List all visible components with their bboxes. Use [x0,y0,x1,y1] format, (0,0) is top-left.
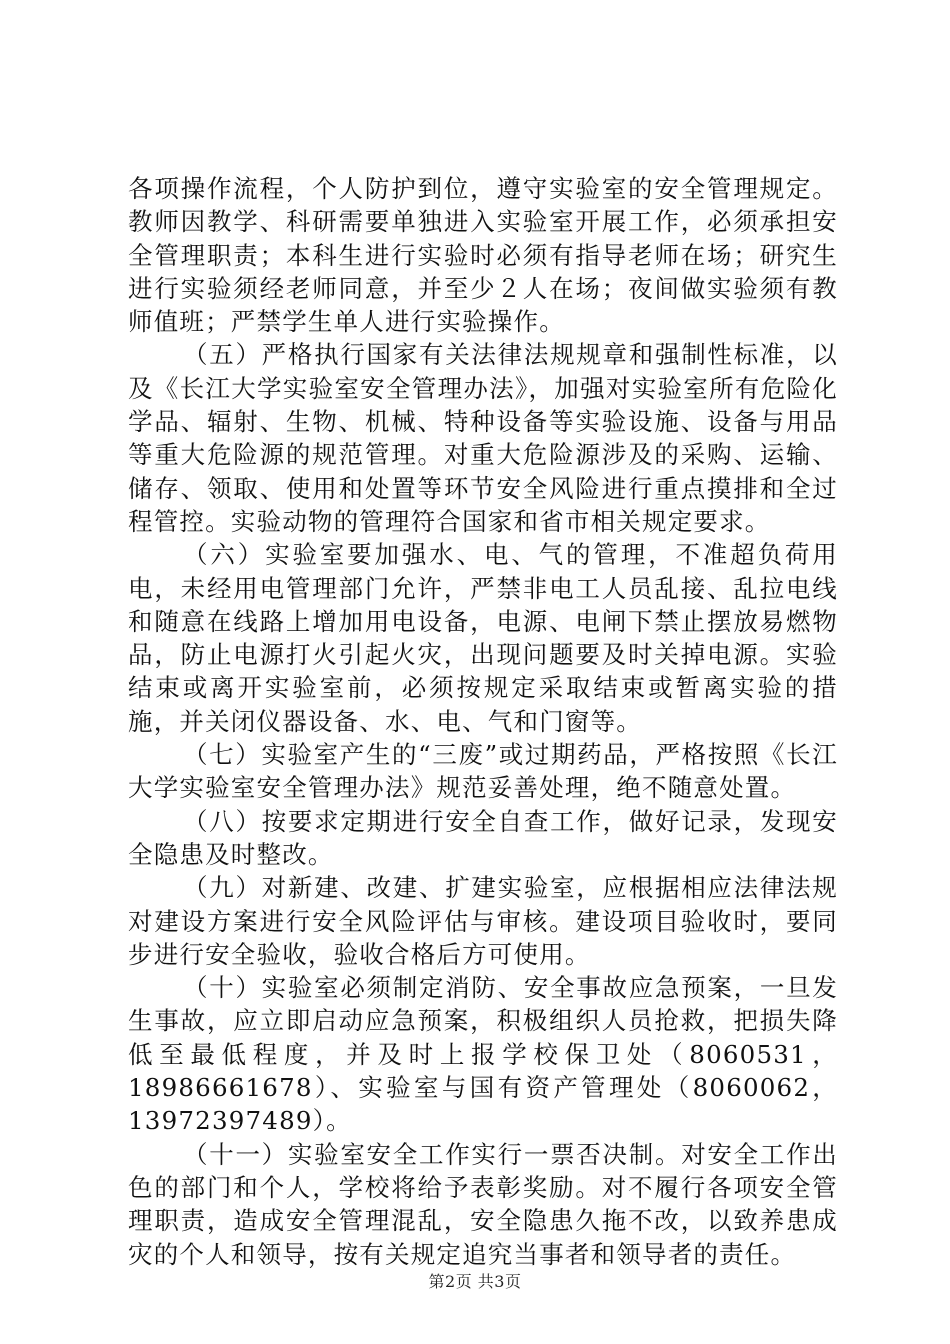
page-number-footer: 第2页 共3页 [428,1272,522,1291]
paragraph-safety-rules-continued: 各项操作流程，个人防护到位，遵守实验室的安全管理规定。教师因教学、科研需要单独进入实验室开展工作，必须承担安全管理职责；本科生进行实验时必须有指导老师在场；研究生进行实验须经老师同意，并至少２人在场；夜间做实验须有教师值班；严禁学生单人进行实验操作。 [128,174,838,337]
paragraph-item-5: （五）严格执行国家有关法律法规规章和强制性标准，以及《长江大学实验室安全管理办法》，加强对实验室所有危险化学品、辐射、生物、机械、特种设备等实验设施、设备与用品等重大危险源的规范管理。对重大危险源涉及的采购、运输、储存、领取、使用和处置等环节安全风险进行重点摸排和全过程管控。实验动物的管理符合国家和省市相关规定要求。 [128,340,838,536]
paragraph-item-8: （八）按要求定期进行安全自查工作，做好记录，发现安全隐患及时整改。 [128,806,838,869]
paragraph-item-7: （七）实验室产生的“三废”或过期药品，严格按照《长江大学实验室安全管理办法》规范妥善处理，绝不随意处置。 [128,740,838,803]
document-body [128,172,838,1271]
paragraph-item-11: （十一）实验室安全工作实行一票否决制。对安全工作出色的部门和个人，学校将给予表彰奖励。对不履行各项安全管理职责，造成安全管理混乱，安全隐患久拖不改，以致养患成灾的个人和领导，按有关规定追究当事者和领导者的责任。 [128,1139,838,1269]
paragraph-item-9: （九）对新建、改建、扩建实验室，应根据相应法律法规对建设方案进行安全风险评估与审核。建设项目验收时，要同步进行安全验收，验收合格后方可使用。 [128,873,838,969]
paragraph-item-6: （六）实验室要加强水、电、气的管理，不准超负荷用电，未经用电管理部门允许，严禁非电工人员乱接、乱拉电线和随意在线路上增加用电设备，电源、电闸下禁止摆放易燃物品，防止电源打火引起火灾，出现问题要及时关掉电源。实验结束或离开实验室前，必须按规定采取结束或暂离实验的措施，并关闭仪器设备、水、电、气和门窗等。 [128,540,838,736]
paragraph-item-10: （十）实验室必须制定消防、安全事故应急预案，一旦发生事故，应立即启动应急预案，积极组织人员抢救，把损失降低至最低程度，并及时上报学校保卫处（8060531，18986661678）、实验室与国有资产管理处（8060062，13972397489）。 [128,973,838,1136]
